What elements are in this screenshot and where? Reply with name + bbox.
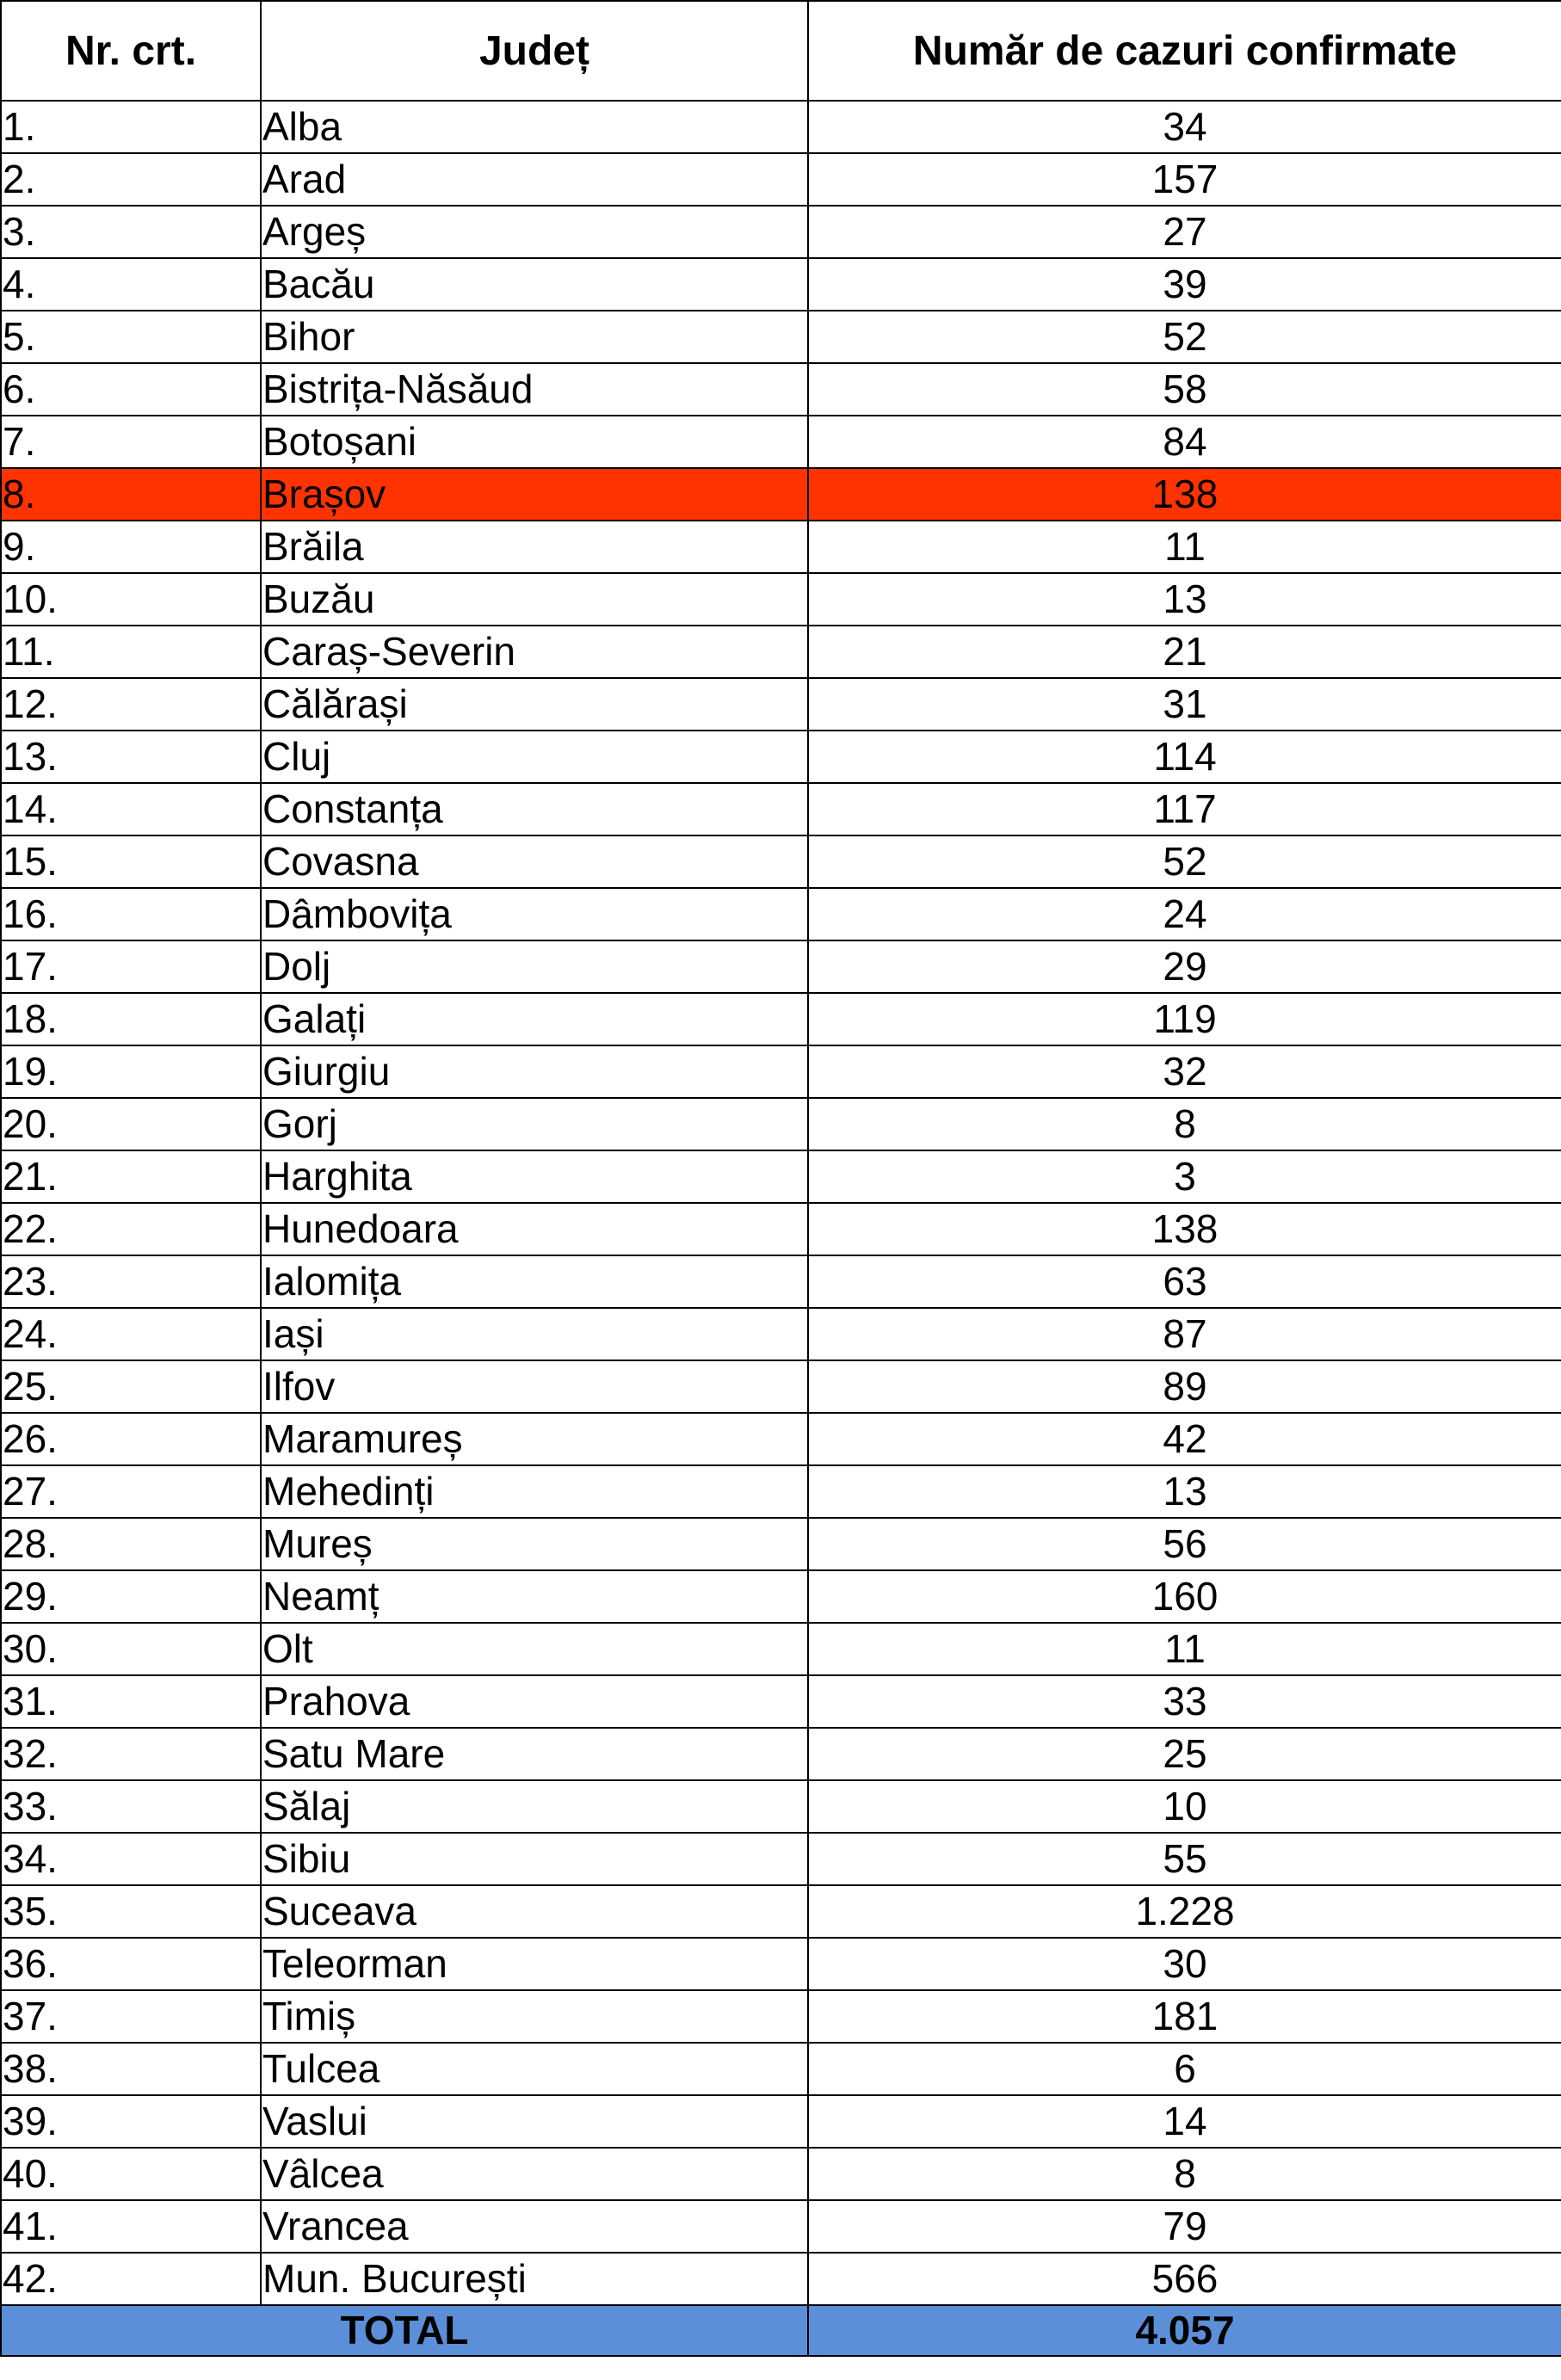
table-row [1, 1308, 1561, 1360]
row-cases: 8 [808, 1098, 1561, 1150]
table-row [1, 783, 1561, 835]
row-number: 35. [1, 1885, 261, 1938]
header-judet: Județ [261, 1, 808, 101]
table-row [1, 731, 1561, 783]
table-row [1, 258, 1561, 311]
row-county: Alba [261, 101, 808, 153]
row-cases: 3 [808, 1150, 1561, 1203]
table-row [1, 1938, 1561, 1990]
row-county: Sibiu [261, 1833, 808, 1885]
row-cases: 32 [808, 1045, 1561, 1098]
table-row [1, 153, 1561, 206]
row-county: Botoșani [261, 416, 808, 468]
total-value: 4.057 [808, 2305, 1561, 2356]
row-cases: 52 [808, 835, 1561, 888]
row-number: 33. [1, 1780, 261, 1833]
row-cases: 114 [808, 731, 1561, 783]
row-number: 36. [1, 1938, 261, 1990]
row-county: Vrancea [261, 2200, 808, 2253]
row-county: Bacău [261, 258, 808, 311]
table-row [1, 1413, 1561, 1465]
row-cases: 11 [808, 1623, 1561, 1675]
row-county: Giurgiu [261, 1045, 808, 1098]
header-cazuri: Număr de cazuri confirmate [808, 1, 1561, 101]
row-county: Tulcea [261, 2043, 808, 2095]
row-county: Olt [261, 1623, 808, 1675]
table-row [1, 626, 1561, 678]
row-county: Iași [261, 1308, 808, 1360]
row-cases: 55 [808, 1833, 1561, 1885]
row-number: 22. [1, 1203, 261, 1255]
table-row [1, 1518, 1561, 1570]
row-cases: 138 [808, 468, 1561, 521]
row-cases: 566 [808, 2253, 1561, 2305]
row-county: Dâmbovița [261, 888, 808, 940]
table-row [1, 2095, 1561, 2148]
row-number: 11. [1, 626, 261, 678]
row-cases: 58 [808, 363, 1561, 416]
row-cases: 181 [808, 1990, 1561, 2043]
row-number: 40. [1, 2148, 261, 2200]
row-number: 38. [1, 2043, 261, 2095]
row-number: 21. [1, 1150, 261, 1203]
row-county: Bistrița-Năsăud [261, 363, 808, 416]
table-row [1, 2148, 1561, 2200]
row-county: Arad [261, 153, 808, 206]
table-row [1, 1150, 1561, 1203]
row-county: Buzău [261, 573, 808, 626]
row-cases: 52 [808, 311, 1561, 363]
table-row [1, 2043, 1561, 2095]
row-cases: 25 [808, 1728, 1561, 1780]
row-cases: 119 [808, 993, 1561, 1045]
header-row [1, 1, 1561, 101]
row-county: Mureș [261, 1518, 808, 1570]
row-county: Bihor [261, 311, 808, 363]
table-row [1, 1885, 1561, 1938]
row-county: Ialomița [261, 1255, 808, 1308]
table-row [1, 888, 1561, 940]
row-number: 26. [1, 1413, 261, 1465]
row-number: 2. [1, 153, 261, 206]
row-number: 1. [1, 101, 261, 153]
row-county: Vâlcea [261, 2148, 808, 2200]
row-county: Mehedinți [261, 1465, 808, 1518]
row-cases: 160 [808, 1570, 1561, 1623]
row-county: Constanța [261, 783, 808, 835]
row-number: 3. [1, 206, 261, 258]
row-number: 31. [1, 1675, 261, 1728]
table-row [1, 1045, 1561, 1098]
row-number: 20. [1, 1098, 261, 1150]
header-nr-crt: Nr. crt. [1, 1, 261, 101]
row-county: Sălaj [261, 1780, 808, 1833]
row-number: 4. [1, 258, 261, 311]
row-cases: 29 [808, 940, 1561, 993]
row-cases: 157 [808, 153, 1561, 206]
row-cases: 13 [808, 573, 1561, 626]
table-row [1, 1570, 1561, 1623]
row-number: 39. [1, 2095, 261, 2148]
table-row [1, 678, 1561, 731]
row-number: 9. [1, 521, 261, 573]
table-row [1, 1780, 1561, 1833]
row-county: Hunedoara [261, 1203, 808, 1255]
row-cases: 34 [808, 101, 1561, 153]
table-row [1, 2200, 1561, 2253]
table-row [1, 206, 1561, 258]
row-number: 19. [1, 1045, 261, 1098]
table-row [1, 1990, 1561, 2043]
row-cases: 117 [808, 783, 1561, 835]
row-number: 25. [1, 1360, 261, 1413]
table-row [1, 2253, 1561, 2305]
row-cases: 56 [808, 1518, 1561, 1570]
row-number: 14. [1, 783, 261, 835]
row-number: 23. [1, 1255, 261, 1308]
table-row [1, 416, 1561, 468]
row-number: 42. [1, 2253, 261, 2305]
row-county: Dolj [261, 940, 808, 993]
row-county: Brăila [261, 521, 808, 573]
row-cases: 138 [808, 1203, 1561, 1255]
table-row [1, 573, 1561, 626]
table-row [1, 363, 1561, 416]
table-row [1, 521, 1561, 573]
row-number: 18. [1, 993, 261, 1045]
row-number: 29. [1, 1570, 261, 1623]
table-row [1, 1098, 1561, 1150]
table-row [1, 1255, 1561, 1308]
row-cases: 31 [808, 678, 1561, 731]
row-number: 10. [1, 573, 261, 626]
row-county: Teleorman [261, 1938, 808, 1990]
table-row [1, 1465, 1561, 1518]
table-row [1, 1728, 1561, 1780]
row-county: Timiș [261, 1990, 808, 2043]
row-number: 37. [1, 1990, 261, 2043]
row-number: 34. [1, 1833, 261, 1885]
row-number: 41. [1, 2200, 261, 2253]
row-number: 32. [1, 1728, 261, 1780]
row-county: Cluj [261, 731, 808, 783]
table-row [1, 1623, 1561, 1675]
total-label: TOTAL [1, 2305, 808, 2356]
row-cases: 21 [808, 626, 1561, 678]
row-cases: 1.228 [808, 1885, 1561, 1938]
table-row [1, 101, 1561, 153]
row-cases: 63 [808, 1255, 1561, 1308]
table-row [1, 1833, 1561, 1885]
row-number: 6. [1, 363, 261, 416]
row-number: 16. [1, 888, 261, 940]
row-county: Vaslui [261, 2095, 808, 2148]
row-number: 13. [1, 731, 261, 783]
row-county: Harghita [261, 1150, 808, 1203]
row-cases: 84 [808, 416, 1561, 468]
row-cases: 24 [808, 888, 1561, 940]
row-number: 8. [1, 468, 261, 521]
row-cases: 33 [808, 1675, 1561, 1728]
row-cases: 42 [808, 1413, 1561, 1465]
row-cases: 39 [808, 258, 1561, 311]
row-county: Satu Mare [261, 1728, 808, 1780]
row-cases: 79 [808, 2200, 1561, 2253]
row-cases: 89 [808, 1360, 1561, 1413]
row-county: Călărași [261, 678, 808, 731]
row-cases: 13 [808, 1465, 1561, 1518]
table-row [1, 1360, 1561, 1413]
row-cases: 87 [808, 1308, 1561, 1360]
total-row [1, 2305, 1561, 2356]
row-cases: 6 [808, 2043, 1561, 2095]
row-county: Caraș-Severin [261, 626, 808, 678]
table-row [1, 1203, 1561, 1255]
row-number: 17. [1, 940, 261, 993]
row-county: Galați [261, 993, 808, 1045]
row-county: Mun. București [261, 2253, 808, 2305]
row-cases: 11 [808, 521, 1561, 573]
table-row [1, 940, 1561, 993]
row-number: 28. [1, 1518, 261, 1570]
row-number: 30. [1, 1623, 261, 1675]
row-cases: 27 [808, 206, 1561, 258]
row-number: 5. [1, 311, 261, 363]
row-county: Suceava [261, 1885, 808, 1938]
row-cases: 8 [808, 2148, 1561, 2200]
row-number: 24. [1, 1308, 261, 1360]
row-county: Ilfov [261, 1360, 808, 1413]
table-row [1, 468, 1561, 521]
row-county: Maramureș [261, 1413, 808, 1465]
row-number: 12. [1, 678, 261, 731]
row-county: Prahova [261, 1675, 808, 1728]
table-row [1, 311, 1561, 363]
row-county: Covasna [261, 835, 808, 888]
row-number: 7. [1, 416, 261, 468]
table-row [1, 835, 1561, 888]
row-cases: 10 [808, 1780, 1561, 1833]
row-county: Neamț [261, 1570, 808, 1623]
row-cases: 30 [808, 1938, 1561, 1990]
row-number: 15. [1, 835, 261, 888]
table-row [1, 993, 1561, 1045]
row-county: Gorj [261, 1098, 808, 1150]
row-number: 27. [1, 1465, 261, 1518]
row-county: Argeș [261, 206, 808, 258]
row-county: Brașov [261, 468, 808, 521]
table-row [1, 1675, 1561, 1728]
table-body [1, 101, 1561, 2305]
row-cases: 14 [808, 2095, 1561, 2148]
